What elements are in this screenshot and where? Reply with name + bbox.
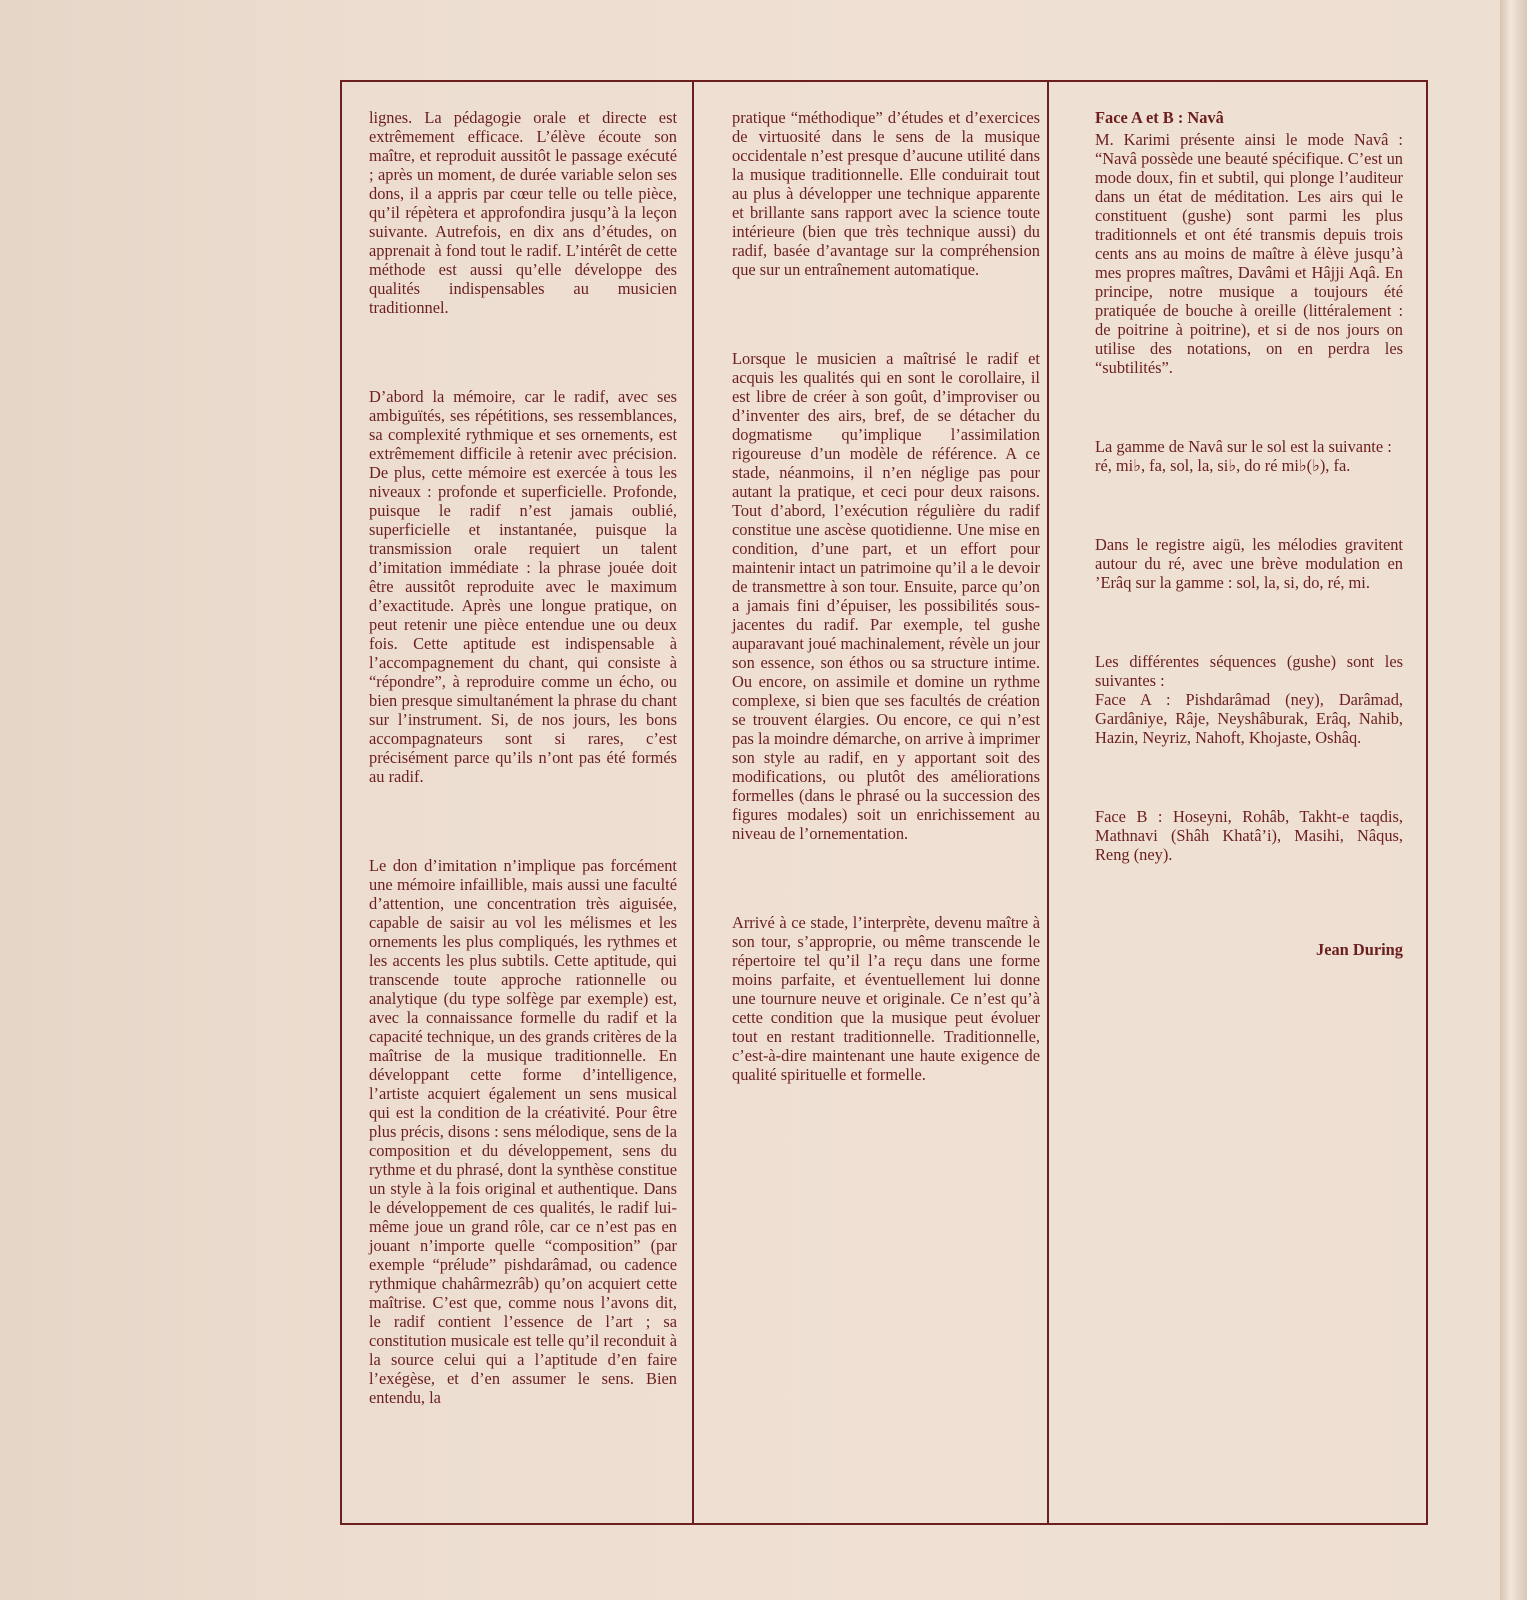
column2-paragraph-3: Arrivé à ce stade, l’interprète, devenu maître à son tour, s’approprie, ou même transcende le répertoire tel qu’il l’a reçu dans une forme moins parfaite, et éventuellement lui donne une tournure neuve et originale. Ce n’est qu’à cette condition que la musique peut évoluer tout en restant traditionnelle. Traditionnelle, c’est-à-dire maintenant une haute exigence de qualité spirituelle et formelle.: [732, 913, 1040, 1084]
text-frame: [340, 80, 1428, 1525]
column-1: [369, 108, 677, 1407]
column2-paragraph-1: pratique “méthodique” d’études et d’exercices de virtuosité dans le sens de la musique occidentale n’est presque d’aucune utilité dans la musique traditionnelle. Elle conduirait tout au plus à développer une technique apparente et brillante sans rapport avec la science toute intérieure (bien que très technique aussi) du radif, basée d’avantage sur la compréhension que sur un entraînement automatique.: [732, 108, 1040, 279]
scale-notes: ré, mi♭, fa, sol, la, si♭, do ré mi♭(♭), fa.: [1095, 456, 1351, 475]
column-2: [732, 108, 1040, 1084]
face-a-list: Face A : Pishdarâmad (ney), Darâmad, Gardâniye, Râje, Neyshâburak, Erâq, Nahib, Hazin, Neyriz, Nahoft, Khojaste, Oshâq.: [1095, 690, 1403, 747]
column-3: [1095, 108, 1403, 959]
column3-paragraph-2: La gamme de Navâ sur le sol est la suivante :: [1095, 437, 1392, 456]
face-b-list: Face B : Hoseyni, Rohâb, Takht-e taqdis, Mathnavi (Shâh Khatâ’i), Masihi, Nâqus, Reng (ney).: [1095, 807, 1403, 864]
column-divider-left: [692, 82, 694, 1523]
column-divider-right: [1047, 82, 1049, 1523]
column1-paragraph-2: D’abord la mémoire, car le radif, avec ses ambiguïtés, ses répétitions, ses ressemblances, sa complexité rythmique et ses ornements, est extrêmement difficile à retenir avec précision. De plus, cette mémoire est exercée à tous les niveaux : profonde et superficielle. Profonde, puisque le radif n’est jamais oublié, superficielle et instantanée, puisque la transmission orale requiert un talent d’imitation immédiate : la phrase jouée doit être aussitôt reproduite avec le maximum d’exactitude. Après une longue pratique, on peut retenir une pièce entendue une ou deux fois. Cette aptitude est indispensable à l’accompagnement du chant, qui consiste à “répondre”, à reproduire comme un écho, ou bien presque simultanément la phrase du chant sur l’instrument. Si, de nos jours, les bons accompagnateurs sont si rares, c’est précisément parce qu’ils n’ont pas été formés au radif.: [369, 387, 677, 786]
column2-paragraph-2: Lorsque le musicien a maîtrisé le radif et acquis les qualités qui en sont le corollaire, il est libre de créer à son goût, d’improviser ou d’inventer des airs, bref, de se détacher du dogmatisme qu’implique l’assimilation rigoureuse d’un modèle de référence. A ce stade, néanmoins, il n’en néglige pas pour autant la pratique, et ceci pour deux raisons. Tout d’abord, l’exécution régulière du radif constitue une ascèse quotidienne. Une mise en condition, d’une part, et un effort pour maintenir intact un patrimoine qu’il a le devoir de transmettre à son tour. Ensuite, parce qu’on a jamais fini d’épuiser, les possibilités sous-jacentes du radif. Par exemple, tel gushe auparavant joué machinalement, révèle un jour son essence, son éthos ou sa structure intime. Ou encore, on assimile et domine un rythme complexe, si bien que ses facultés de création se trouvent élargies. Ou encore, ce qui n’est pas la moindre démarche, on arrive à imprimer son style au radif, en y apportant soit des modifications, ou plutôt des améliorations formelles (dans le phrasé ou la succession des figures modales) soit un enrichissement au niveau de l’ornementation.: [732, 349, 1040, 843]
column3-paragraph-1: M. Karimi présente ainsi le mode Navâ : “Navâ possède une beauté spécifique. C’est un mode doux, fin et subtil, qui plonge l’auditeur dans un état de méditation. Les airs qui le constituent (gushe) sont parmi les plus traditionnels et ont été transmis depuis trois cents ans au moins de maître à élève jusqu’à mes propres maîtres, Davâmi et Hâjji Aqâ. En principe, notre musique a toujours été pratiquée de bouche à oreille (littéralement : de poitrine à poitrine), et si de nos jours on utilise des notations, on en perdra les “subtilités”.: [1095, 130, 1403, 377]
column3-paragraph-4: Les différentes séquences (gushe) sont les suivantes :: [1095, 652, 1403, 690]
page-edge: [1500, 0, 1527, 1600]
section-heading: Face A et B : Navâ: [1095, 108, 1224, 127]
author-signature: Jean During: [1316, 940, 1403, 959]
column1-paragraph-1: lignes. La pédagogie orale et directe est extrêmement efficace. L’élève écoute son maître, et reproduit aussitôt le passage exécuté ; après un moment, de durée variable selon ses dons, il a appris par cœur telle ou telle pièce, qu’il répètera et approfondira jusqu’à la leçon suivante. Autrefois, en dix ans d’études, on apprenait à fond tout le radif. L’intérêt de cette méthode est aussi qu’elle développe des qualités indispensables au musicien traditionnel.: [369, 108, 677, 317]
column3-paragraph-3: Dans le registre aigü, les mélodies gravitent autour du ré, avec une brève modulation en ’Erâq sur la gamme : sol, la, si, do, ré, mi.: [1095, 535, 1403, 592]
column1-paragraph-3: Le don d’imitation n’implique pas forcément une mémoire infaillible, mais aussi une faculté d’attention, une concentration très aiguisée, capable de saisir au vol les mélismes et les ornements les plus compliqués, les rythmes et les accents les plus subtils. Cette aptitude, qui transcende toute approche rationnelle ou analytique (du type solfège par exemple) est, avec la connaissance formelle du radif et la capacité technique, un des grands critères de la maîtrise de la musique traditionnelle. En développant cette forme d’intelligence, l’artiste acquiert également un sens musical qui est la condition de la créativité. Pour être plus précis, disons : sens mélodique, sens de la composition et du développement, sens du rythme et du phrasé, dont la synthèse constitue un style à la fois original et authentique. Dans le développement de ces qualités, le radif lui-même joue un grand rôle, car ce n’est pas en jouant n’importe quelle “composition” (par exemple “prélude” pishdarâmad, ou cadence rythmique chahârmezrâb) qu’on acquiert cette maîtrise. C’est que, comme nous l’avons dit, le radif contient l’essence de l’art ; sa constitution musicale est telle qu’il reconduit à la source celui qui a l’aptitude d’en faire l’exégèse, et d’en assumer le sens. Bien entendu, la: [369, 856, 677, 1407]
